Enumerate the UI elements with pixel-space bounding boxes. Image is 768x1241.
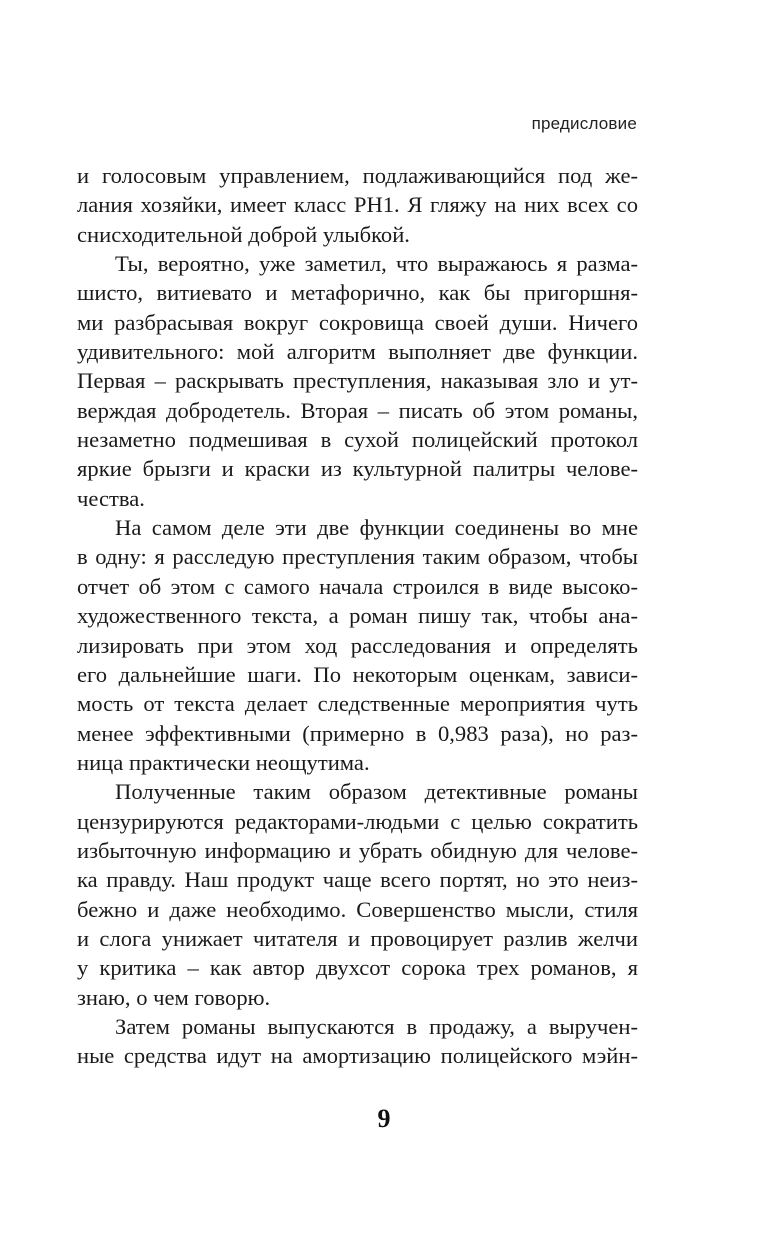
text-line: удивительного: мой алгоритм выполняет две функции. [77,339,638,365]
text-line: избыточную информацию и убрать обидную для челове- [77,837,638,863]
text-line: у критика – как автор двухсот сорока трех романов, я [77,955,638,981]
text-line: его дальнейшие шаги. По некоторым оценкам, зависи- [77,661,638,687]
text-line: ные средства идут на амортизацию полицейского мэйн- [77,1043,638,1069]
text-line: яркие брызги и краски из культурной палитры челове- [77,456,638,482]
text-line: ка правду. Наш продукт чаще всего портят, но это неиз- [77,867,638,893]
text-line: Затем романы выпускаются в продажу, а выручен- [115,1013,638,1039]
text-line: На самом деле эти две функции соединены во мне [115,515,638,541]
text-line: отчет об этом с самого начала строился в виде высоко- [77,573,638,599]
page-number: 9 [377,1104,391,1133]
text-line: незаметно подмешивая в сухой полицейский протокол [77,427,638,453]
paragraph [77,513,638,777]
text-line: менее эффективными (примерно в 0,983 раза), но раз- [77,720,638,746]
text-line: ми разбрасывая вокруг сокровища своей души. Ничего [77,309,638,335]
text-line: цензурируются редакторами-людьми с целью сократить [77,808,638,834]
text-line: ница практически неощутима. [77,749,370,775]
text-line: лания хозяйки, имеет класс PH1. Я гляжу на них всех со [77,192,638,218]
paragraph [77,161,638,249]
text-line: мость от текста делает следственные мероприятия чуть [77,691,638,717]
text-line: бежно и даже необходимо. Совершенство мысли, стиля [77,896,638,922]
text-line: Полученные таким образом детективные романы [115,779,638,805]
paragraph [77,1012,638,1071]
paragraph [77,777,638,1012]
text-line: в одну: я расследую преступления таким образом, чтобы [77,544,638,570]
text-line: Первая – раскрывать преступления, наказывая зло и ут- [77,368,638,394]
text-line: шисто, витиевато и метафорично, как бы пригоршня- [77,280,638,306]
text-line: верждая добродетель. Вторая – писать об этом романы, [77,397,638,423]
text-line: лизировать при этом ход расследования и определять [77,632,638,658]
text-line: знаю, о чем говорю. [77,984,271,1010]
text-line: художественного текста, а роман пишу так, чтобы ана- [77,603,638,629]
text-line: и слога унижает читателя и провоцирует разлив желчи [77,925,638,951]
text-line: чества. [77,485,145,511]
text-line: Ты, вероятно, уже заметил, что выражаюсь я разма- [115,251,638,277]
body-text [77,161,638,1071]
paragraph [77,249,638,513]
text-line: снисходительной доброй улыбкой. [77,221,410,247]
text-line: и голосовым управлением, подлаживающийся под же- [77,163,638,188]
running-header: предисловие [531,114,637,133]
